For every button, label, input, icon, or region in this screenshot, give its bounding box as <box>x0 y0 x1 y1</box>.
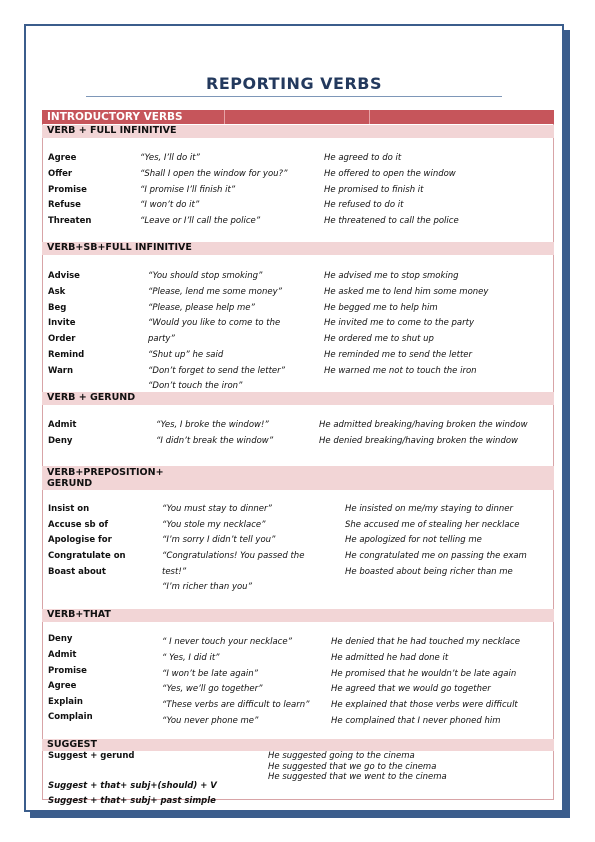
verb: Deny <box>48 634 73 644</box>
verb: Order <box>48 334 76 344</box>
header-divider <box>224 110 225 124</box>
section-title-line2: GERUND <box>47 478 93 489</box>
header-divider <box>369 110 370 124</box>
verb: Admit <box>48 650 77 660</box>
quote: “I didn’t break the window” <box>156 436 274 446</box>
quote: “You should stop smoking” <box>148 271 263 281</box>
verb: Promise <box>48 185 87 195</box>
report: He explained that those verbs were difficult <box>331 700 518 710</box>
report: He admitted breaking/having broken the window <box>319 420 528 430</box>
verb: Threaten <box>48 216 92 226</box>
report: He suggested that we went to the cinema <box>268 772 447 782</box>
quote: “Don’t touch the iron” <box>148 381 243 391</box>
verb: Accuse sb of <box>48 520 109 530</box>
report: He advised me to stop smoking <box>324 271 459 281</box>
quote: “These verbs are difficult to learn” <box>162 700 310 710</box>
verb: Invite <box>48 318 76 328</box>
quote: “ I never touch your necklace” <box>162 637 292 647</box>
verb: Suggest + gerund <box>48 751 135 761</box>
report: He ordered me to shut up <box>324 334 434 344</box>
section-gerund: VERB + GERUND <box>42 392 554 405</box>
verb: Refuse <box>48 200 81 210</box>
verb: Offer <box>48 169 73 179</box>
quote: “Please, please help me” <box>148 303 255 313</box>
quote: “Yes, we’ll go together” <box>162 684 263 694</box>
quote: “Shut up” he said <box>148 350 224 360</box>
page-title: REPORTING VERBS <box>206 74 382 93</box>
report: He begged me to help him <box>324 303 438 313</box>
report: He suggested going to the cinema <box>268 751 415 761</box>
quote: “I won’t do it” <box>140 200 200 210</box>
quote: “I promise I’ll finish it” <box>140 185 236 195</box>
verb: Insist on <box>48 504 90 514</box>
report: He complained that I never phoned him <box>331 716 501 726</box>
report: He promised to finish it <box>324 185 424 195</box>
quote: test!” <box>162 567 187 577</box>
quote: “You must stay to dinner” <box>162 504 272 514</box>
quote: “Yes, I broke the window!” <box>156 420 269 430</box>
report: He reminded me to send the letter <box>324 350 473 360</box>
formula: Suggest + that+ subj+ past simple <box>48 796 216 806</box>
quote: “Yes, I’ll do it” <box>140 153 200 163</box>
quote: “Would you like to come to the <box>148 318 281 328</box>
verb: Remind <box>48 350 85 360</box>
section-title-line1: VERB+PREPOSITION+ <box>47 467 164 478</box>
quote: “You never phone me” <box>162 716 259 726</box>
report: He congratulated me on passing the exam <box>345 551 527 561</box>
quote: “I’m sorry I didn’t tell you” <box>162 535 276 545</box>
report: He invited me to come to the party <box>324 318 475 328</box>
verbs-table-frame <box>42 110 554 800</box>
report: He agreed that we would go together <box>331 684 491 694</box>
report: He suggested that we go to the cinema <box>268 762 437 772</box>
worksheet-page <box>24 24 564 812</box>
report: He refused to do it <box>324 200 404 210</box>
quote: “You stole my necklace” <box>162 520 266 530</box>
verb: Complain <box>48 712 93 722</box>
introductory-verbs-header <box>42 110 554 124</box>
quote: “ Yes, I did it” <box>162 653 220 663</box>
report: He admitted he had done it <box>331 653 449 663</box>
report: He denied that he had touched my necklace <box>331 637 521 647</box>
report: He insisted on me/my staying to dinner <box>345 504 513 514</box>
report: She accused me of stealing her necklace <box>345 520 520 530</box>
report: He apologized for not telling me <box>345 535 482 545</box>
report: He warned me not to touch the iron <box>324 366 477 376</box>
report: He asked me to lend him some money <box>324 287 489 297</box>
formula: Suggest + that+ subj+(should) + V <box>48 781 217 791</box>
report: He offered to open the window <box>324 169 456 179</box>
section-preposition-gerund <box>42 466 554 490</box>
verb: Advise <box>48 271 80 281</box>
report: He promised that he wouldn’t be late again <box>331 669 517 679</box>
verb: Agree <box>48 153 77 163</box>
verb: Ask <box>48 287 66 297</box>
report: He boasted about being richer than me <box>345 567 513 577</box>
introductory-verbs-label: INTRODUCTORY VERBS <box>47 111 183 123</box>
quote: “Don’t forget to send the letter” <box>148 366 286 376</box>
verb: Apologise for <box>48 535 112 545</box>
verb: Promise <box>48 666 87 676</box>
verb: Admit <box>48 420 77 430</box>
verb: Agree <box>48 681 77 691</box>
verb: Beg <box>48 303 67 313</box>
quote: “Please, lend me some money” <box>148 287 283 297</box>
quote: party” <box>148 334 175 344</box>
verb: Warn <box>48 366 74 376</box>
section-full-infinitive: VERB + FULL INFINITIVE <box>42 125 554 138</box>
verb: Boast about <box>48 567 106 577</box>
quote: “Congratulations! You passed the <box>162 551 305 561</box>
quote: “I won’t be late again” <box>162 669 259 679</box>
section-suggest: SUGGEST <box>42 739 554 751</box>
verb: Deny <box>48 436 73 446</box>
title-underline <box>86 96 502 97</box>
report: He denied breaking/having broken the window <box>319 436 518 446</box>
quote: “Shall I open the window for you?” <box>140 169 288 179</box>
section-verb-that: VERB+THAT <box>42 609 554 622</box>
quote: “Leave or I’ll call the police” <box>140 216 261 226</box>
verb: Explain <box>48 697 83 707</box>
quote: “I’m richer than you” <box>162 582 252 592</box>
verb: Congratulate on <box>48 551 126 561</box>
report: He threatened to call the police <box>324 216 459 226</box>
section-sb-full-infinitive: VERB+SB+FULL INFINITIVE <box>42 242 554 255</box>
report: He agreed to do it <box>324 153 402 163</box>
